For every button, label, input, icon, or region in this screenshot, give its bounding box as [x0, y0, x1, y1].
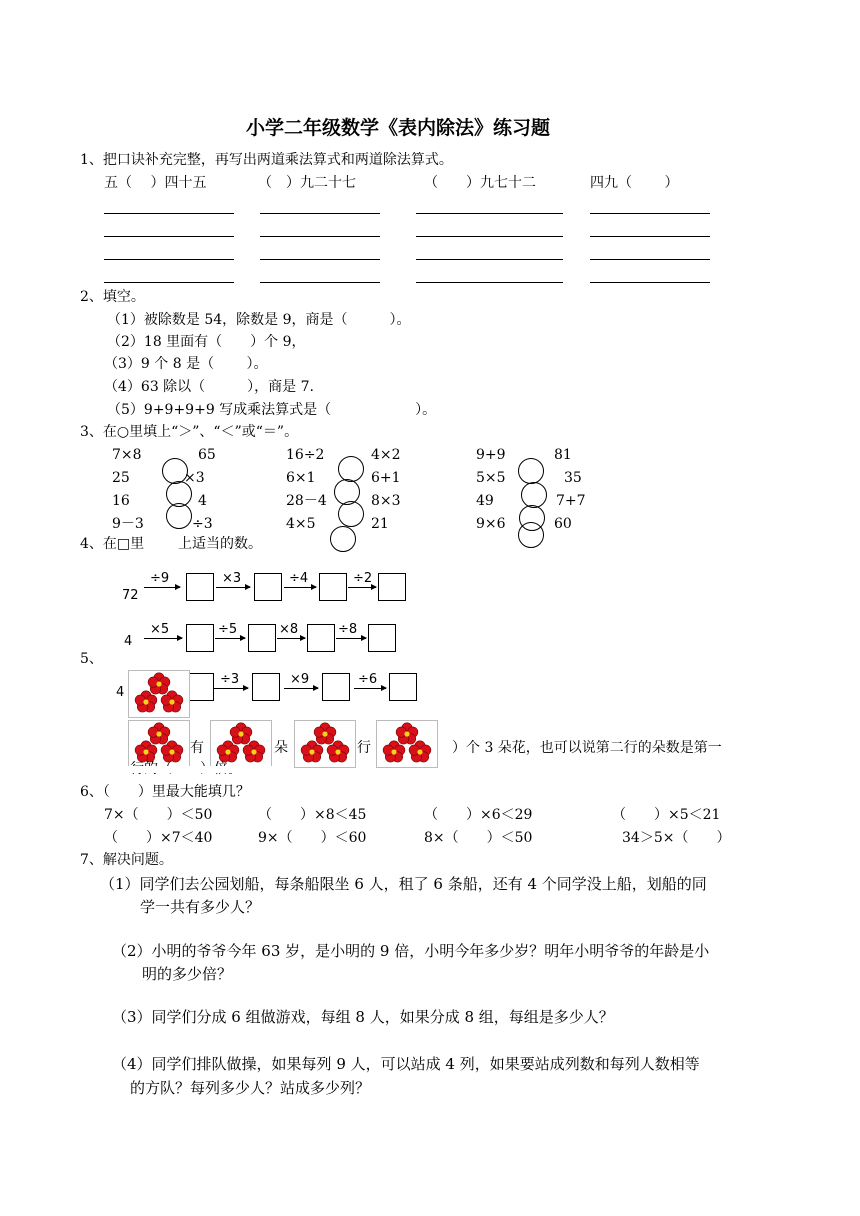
chain-op: ÷5 [218, 622, 238, 637]
chain-op: ÷4 [289, 571, 309, 586]
q3-left: 4×5 [286, 516, 316, 532]
q3-right: 81 [554, 447, 572, 463]
q4-heading-tail: 上适当的数。 [178, 536, 262, 552]
q3-right: ×3 [184, 470, 205, 486]
answer-box[interactable] [368, 624, 396, 652]
q3-right: ÷3 [192, 516, 213, 532]
q6-item: 7×（ ）＜50 [104, 807, 213, 823]
q6-item: （ ）×8＜45 [258, 807, 367, 823]
answer-line[interactable] [416, 282, 563, 283]
compare-circle[interactable] [338, 456, 364, 482]
flower-icon [396, 723, 418, 744]
answer-line[interactable] [104, 259, 234, 260]
q7-problem: （2）小明的爷爷今年 63 岁，是小明的 9 倍，小明今年多少岁？明年小明爷爷的年龄是小 [112, 942, 710, 960]
q2-heading: 2、填空。 [80, 289, 145, 305]
chain-op: ×9 [290, 672, 310, 687]
q2-item: （5）9+9+9+9 写成乘法算式是（ ）。 [107, 402, 437, 418]
chain-op: ÷9 [150, 571, 170, 586]
q1-item: 五（ ）四十五 [104, 175, 207, 191]
flower-icon [230, 723, 252, 744]
q2-item: （1）被除数是 54，除数是 9，商是（ ）。 [107, 312, 411, 328]
q7-problem: （4）同学们排队做操，如果每列 9 人，可以站成 4 列，如果要站成列数和每列人数相等 [112, 1055, 700, 1073]
arrow-icon [144, 638, 182, 639]
arrow-icon [354, 688, 386, 689]
q3-right: 6+1 [371, 470, 401, 486]
answer-line[interactable] [590, 259, 710, 260]
flower-group-icon [128, 670, 190, 718]
q6-item: （ ）×5＜21 [612, 807, 721, 823]
q5-fragment: 行 [357, 740, 371, 756]
q3-right: 4×2 [371, 447, 401, 463]
arrow-icon [348, 587, 376, 588]
answer-box[interactable] [186, 573, 214, 601]
q3-left: 16 [112, 493, 130, 509]
q3-left: 7×8 [112, 447, 142, 463]
q3-left: 6×1 [286, 470, 316, 486]
arrow-icon [216, 587, 250, 588]
q3-right: 7+7 [556, 493, 586, 509]
chain-op: ÷2 [353, 571, 373, 586]
q5-text-cover [128, 766, 278, 773]
answer-line[interactable] [260, 213, 380, 214]
answer-box[interactable] [252, 673, 280, 701]
flower-icon [148, 673, 170, 694]
compare-circle[interactable] [518, 458, 544, 484]
q3-right: 4 [198, 493, 207, 509]
arrow-icon [284, 587, 316, 588]
arrow-icon [336, 638, 366, 639]
answer-box[interactable] [319, 573, 347, 601]
q3-left: 49 [476, 493, 494, 509]
q3-left: 28－4 [286, 493, 327, 509]
q7-problem: 学一共有多少人？ [140, 898, 261, 916]
arrow-icon [277, 638, 305, 639]
q7-problem: 明的多少倍？ [142, 965, 233, 983]
answer-line[interactable] [416, 259, 563, 260]
q1-item: （ ）九二十七 [258, 175, 356, 191]
answer-line[interactable] [416, 213, 563, 214]
answer-box[interactable] [378, 573, 406, 601]
q6-heading: 6、（ ）里最大能填几？ [80, 784, 250, 800]
chain-op: ÷3 [220, 672, 240, 687]
answer-line[interactable] [590, 282, 710, 283]
q5-fragment: 有 [190, 740, 204, 756]
q6-item: （ ）×7＜40 [104, 830, 213, 846]
q5-heading: 5、 [80, 651, 103, 667]
q6-item: 8×（ ）＜50 [424, 830, 533, 846]
arrow-icon [144, 587, 180, 588]
compare-circle[interactable] [518, 522, 544, 548]
q3-right: 21 [371, 516, 389, 532]
answer-line[interactable] [590, 236, 710, 237]
q7-problem: （1）同学们去公园划船，每条船限坐 6 人，租了 6 条船，还有 4 个同学没上船，划船的同 [100, 875, 707, 893]
answer-box[interactable] [186, 624, 214, 652]
q7-problem: （3）同学们分成 6 组做游戏，每组 8 人，如果分成 8 组，每组是多少人？ [112, 1008, 614, 1026]
answer-box[interactable] [307, 624, 335, 652]
compare-circle[interactable] [166, 503, 192, 529]
q1-item: 四九（ ） [590, 175, 679, 191]
answer-box[interactable] [322, 673, 350, 701]
q1-item: （ ）九七十二 [424, 175, 536, 191]
q2-item: （3）9 个 8 是（ ）。 [104, 356, 268, 372]
q3-left: 16÷2 [286, 447, 325, 463]
q7-problem: 的方队？每列多少人？站成多少列？ [130, 1079, 371, 1097]
arrow-icon [284, 688, 318, 689]
flower-icon [314, 723, 336, 744]
flower-icon [148, 723, 170, 744]
answer-line[interactable] [104, 282, 234, 283]
compare-circle[interactable] [162, 458, 188, 484]
q3-left: 9×6 [476, 516, 506, 532]
answer-box[interactable] [186, 673, 214, 701]
answer-line[interactable] [416, 236, 563, 237]
q7-heading: 7、解决问题。 [80, 852, 173, 868]
page-title: 小学二年级数学《表内除法》练习题 [246, 117, 551, 139]
answer-line[interactable] [104, 236, 234, 237]
q3-right: 60 [554, 516, 572, 532]
chain-start: 4 [116, 685, 125, 700]
compare-circle[interactable] [338, 501, 364, 527]
answer-box[interactable] [248, 624, 276, 652]
q3-heading: 3、在○里填上“＞”、“＜”或“＝”。 [80, 424, 299, 440]
q2-item: （4）63 除以（ ），商是 7. [104, 379, 314, 395]
answer-box[interactable] [389, 673, 417, 701]
answer-line[interactable] [260, 259, 380, 260]
q3-right: 65 [198, 447, 216, 463]
q5-fragment: 朵 [274, 740, 288, 756]
chain-op: ÷6 [358, 672, 378, 687]
chain-op: ×8 [279, 622, 299, 637]
q3-left: 5×5 [476, 470, 506, 486]
chain-op: ÷8 [338, 622, 358, 637]
answer-box[interactable] [254, 573, 282, 601]
q3-right: 8×3 [371, 493, 401, 509]
answer-line[interactable] [104, 213, 234, 214]
q3-right: 35 [564, 470, 582, 486]
answer-line[interactable] [590, 213, 710, 214]
q6-item: 34＞5×（ ） [622, 830, 731, 846]
q3-left: 9－3 [112, 516, 144, 532]
q6-item: 9×（ ）＜60 [258, 830, 367, 846]
answer-line[interactable] [260, 236, 380, 237]
arrow-icon [215, 638, 245, 639]
q4-heading: 4、在□里 [80, 536, 145, 552]
flower-group-icon [294, 720, 356, 768]
chain-op: ×3 [222, 571, 242, 586]
chain-start: 4 [124, 634, 133, 649]
q3-left: 25 [112, 470, 130, 486]
flower-group-icon [376, 720, 438, 768]
q5-text: ）个 3 朵花，也可以说第二行的朵数是第一 [452, 740, 722, 756]
answer-line[interactable] [260, 282, 380, 283]
q6-item: （ ）×6＜29 [424, 807, 533, 823]
q3-left: 9+9 [476, 447, 506, 463]
chain-op: ×5 [150, 622, 170, 637]
compare-circle[interactable] [521, 482, 547, 508]
compare-circle[interactable] [330, 526, 356, 552]
q1-heading: 1、把口诀补充完整，再写出两道乘法算式和两道除法算式。 [80, 152, 453, 168]
chain-start: 72 [122, 588, 139, 603]
q2-item: （2）18 里面有（ ）个 9， [107, 334, 306, 350]
arrow-icon [214, 688, 248, 689]
